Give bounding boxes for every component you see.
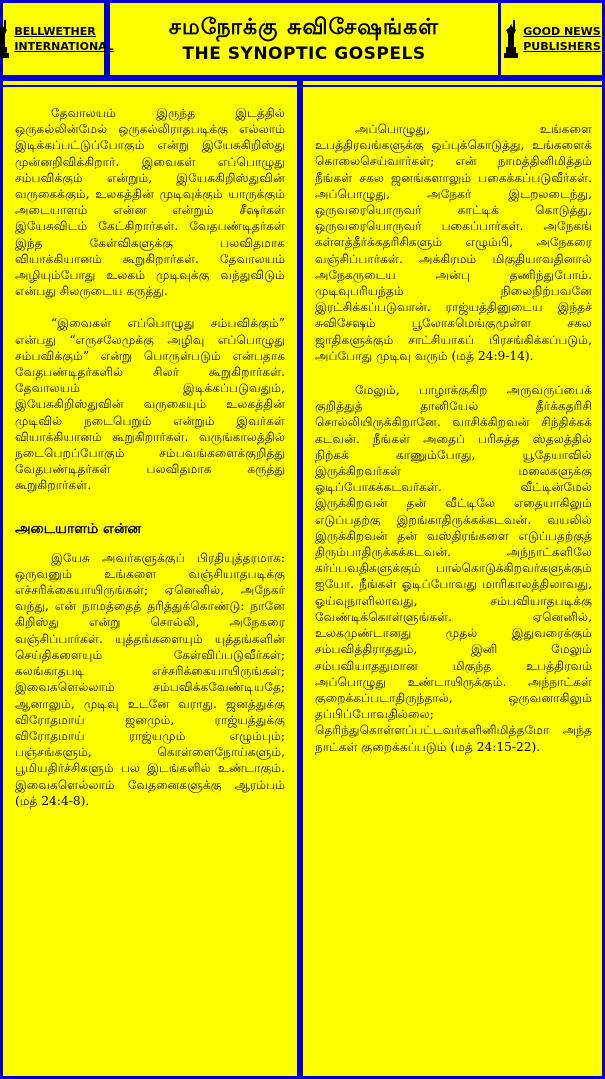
left-paragraph-2: “இவைகள் எப்பொழுது சம்பவிக்கும்” என்பது “எருசலேமுக்கு அழிவு எப்பொழுது சம்பவிக்கும்” என்று பொருள்படும் என்பதாக வேதபண்டிதர்களில் சிலர் கூறுகிறார்கள். தேவாலயம் இடிக்கப்படுவதும், இயேசுகிறிஸ்துவின் வருகையும் உலகத்தின் முடிவில் நடைபெறும் என்றும் இவர்கள் வியாக்கியானம் கூறுகிறார்கள். வருங்காலத்தில் நடைபெறப்போகும் சம்பவங்களைக்குறித்து வேதபண்டிதர்கள் பலவிதமாக கருத்து கூறுகிறார்கள். bbox=[15, 316, 285, 493]
page-title-tamil: சமநோக்கு சுவிசேஷங்கள் bbox=[168, 15, 440, 40]
left-column bbox=[0, 78, 300, 1079]
header bbox=[0, 0, 605, 78]
right-paragraph-2: மேலும், பாழாக்குகிற அருவருப்பைக் குறித்துத் தானியேல் தீர்க்கதரிசி சொல்லியிருக்கிறானே. வாசிக்கிறவன் சிந்திக்கக் கடவன். நீங்கள் அதைப் பரிசுத்த ஸ்தலத்தில் நிற்கக் காணும்போது, யூதேயாவில் இருக்கிறவர்கள் மலைகளுக்கு ஓடிப்போகக்கடவர்கள். வீட்டின்மேல் இருக்கிறவன் தன் வீட்டிலே எதையாகிலும் எடுப்பதற்கு இறங்காதிருக்கக்கடவன். வயலில் இருக்கிறவன் தன் வஸ்திரங்களை எடுப்பதற்குத் திரும்பாதிருக்கக்கடவன். அந்நாட்களிலே கர்ப்பவதிகளுக்கும் பால்கொடுக்கிறவர்களுக்கும் ஐயோ. நீங்கள் ஓடிப்போவது மாரிகாலத்திலாவது, ஓய்வுநாளிலாவது, சம்பவியாதபடிக்கு வேண்டிக்கொள்ளுங்கள். ஏனெனில், உலகமுண்டானது முதல் இதுவரைக்கும் சம்பவித்திராததும், இனி மேலும் சம்பவியாததுமான மிகுந்த உபத்திரவம் அப்பொழுது உண்டாயிருக்கும். அந்நாட்கள் குறைக்கப்படாதிருந்தால், ஒருவனாகிலும் தப்பிப்போவதில்லை; தெரிந்துகொள்ளப்பட்டவர்களினிமித்தமோ அந்த நாட்கள் குறைக்கப்படும் (மத் 24:15-22). bbox=[315, 383, 592, 754]
page-title-english: THE SYNOPTIC GOSPELS bbox=[182, 44, 426, 64]
right-logo-line1: GOOD NEWS bbox=[523, 25, 601, 38]
left-logo-line2: INTERNATIONAL bbox=[14, 40, 114, 53]
section-heading: அடையாளம் என்ன bbox=[15, 520, 142, 537]
right-logo-line2: PUBLISHERS bbox=[523, 40, 601, 53]
left-paragraph-1: தேவாலயம் இருந்த இடத்தில் ஒருகல்லின்மேல் ஒருகல்லிராதபடிக்கு எல்லாம் இடிக்கப்பட்டுப்போகும் என்று இயேசுகிறிஸ்து முன்னறிவிக்கிறார். இவைகள் எப்பொழுது சம்பவிக்கும் என்றும், இயேசுகிறிஸ்துவின் வருகைக்கும், உலகத்தின் முடிவுக்கும் யாருக்கும் அடையாளம் என்ன என்றும் சீஷர்கள் இயேசுவிடம் கேட்கிறார்கள். வேதபண்டிதர்கள் இந்த கேள்விகளுக்கு பலவிதமாக வியாக்கியானம் கூறுகிறார்கள். தேவாலயம் அழியும்போது உலகம் முடிவுக்கு வந்துவிடும் என்பது சிலருடைய கருத்து. bbox=[15, 106, 285, 299]
right-column bbox=[300, 78, 605, 1079]
left-paragraph-3: இயேசு அவர்களுக்குப் பிரதியுத்தரமாக: ஒருவனும் உங்களை வஞ்சியாதபடிக்கு எச்சரிக்கையாயிருங்கள்; ஏனெனில், அநேகர் வந்து, என் நாமத்தைத் தரித்துக்கொண்டு: நானே கிறிஸ்து என்று சொல்லி, அநேகரை வஞ்சிப்பார்கள். யுத்தங்களையும் யுத்தங்களின் செய்திகளையும் கேள்விப்படுவீர்கள்; கலங்காதபடி எச்சரிக்கையாயிருங்கள்; இவைகளெல்லாம் சம்பவிக்கவேண்டியதே; ஆனாலும், முடிவு உடனே வராது. ஜனத்துக்கு விரோதமாய் ஜனமும், ராஜ்யத்துக்கு விரோதமாய் ராஜ்யமும் எழும்பும்; பஞ்சங்களும், கொள்ளைநோய்களும், பூமியதிர்ச்சிகளும் பல இடங்களில் உண்டாகும். இவைகளெல்லாம் வேதனைகளுக்கு ஆரம்பம் (மத் 24:4-8). bbox=[15, 550, 285, 808]
left-logo bbox=[3, 3, 114, 75]
left-logo-line1: BELLWETHER bbox=[14, 25, 96, 38]
right-logo bbox=[498, 3, 602, 75]
statue-icon bbox=[502, 20, 520, 58]
right-paragraph-1: அப்பொழுது, உங்களை உபத்திரவங்களுக்கு ஒப்புக்கொடுத்து, உங்களைக் கொலைசெய்வார்கள்; என் நாமத்தினிமித்தம் நீங்கள் சகல ஜனங்களாலும் பகைக்கப்படுவீர்கள். அப்பொழுது, அநேகர் இடறலடைந்து, ஒருவரையொருவர் காட்டிக் கொடுத்து, ஒருவரையொருவர் பகைப்பார்கள். அநேகங் கள்ளத்தீர்க்கதரிசிகளும் எழும்பி, அநேகரை வஞ்சிப்பார்கள். அக்கிரமம் மிகுதியாவதினால் அநேகருடைய அன்பு தணிந்துபோம். முடிவுபரியந்தம் நிலைநிற்பவனே இரட்சிக்கப்படுவான். ராஜ்யத்தினுடைய இந்தச் சுவிசேஷம் பூலோகமெங்குமுள்ள சகல ஜாதிகளுக்கும் சாட்சியாகப் பிரசங்கிக்கப்படும், அப்போது முடிவு வரும் (மத் 24:9-14). bbox=[315, 122, 592, 363]
title-box bbox=[107, 3, 498, 75]
statue-icon bbox=[0, 20, 11, 58]
